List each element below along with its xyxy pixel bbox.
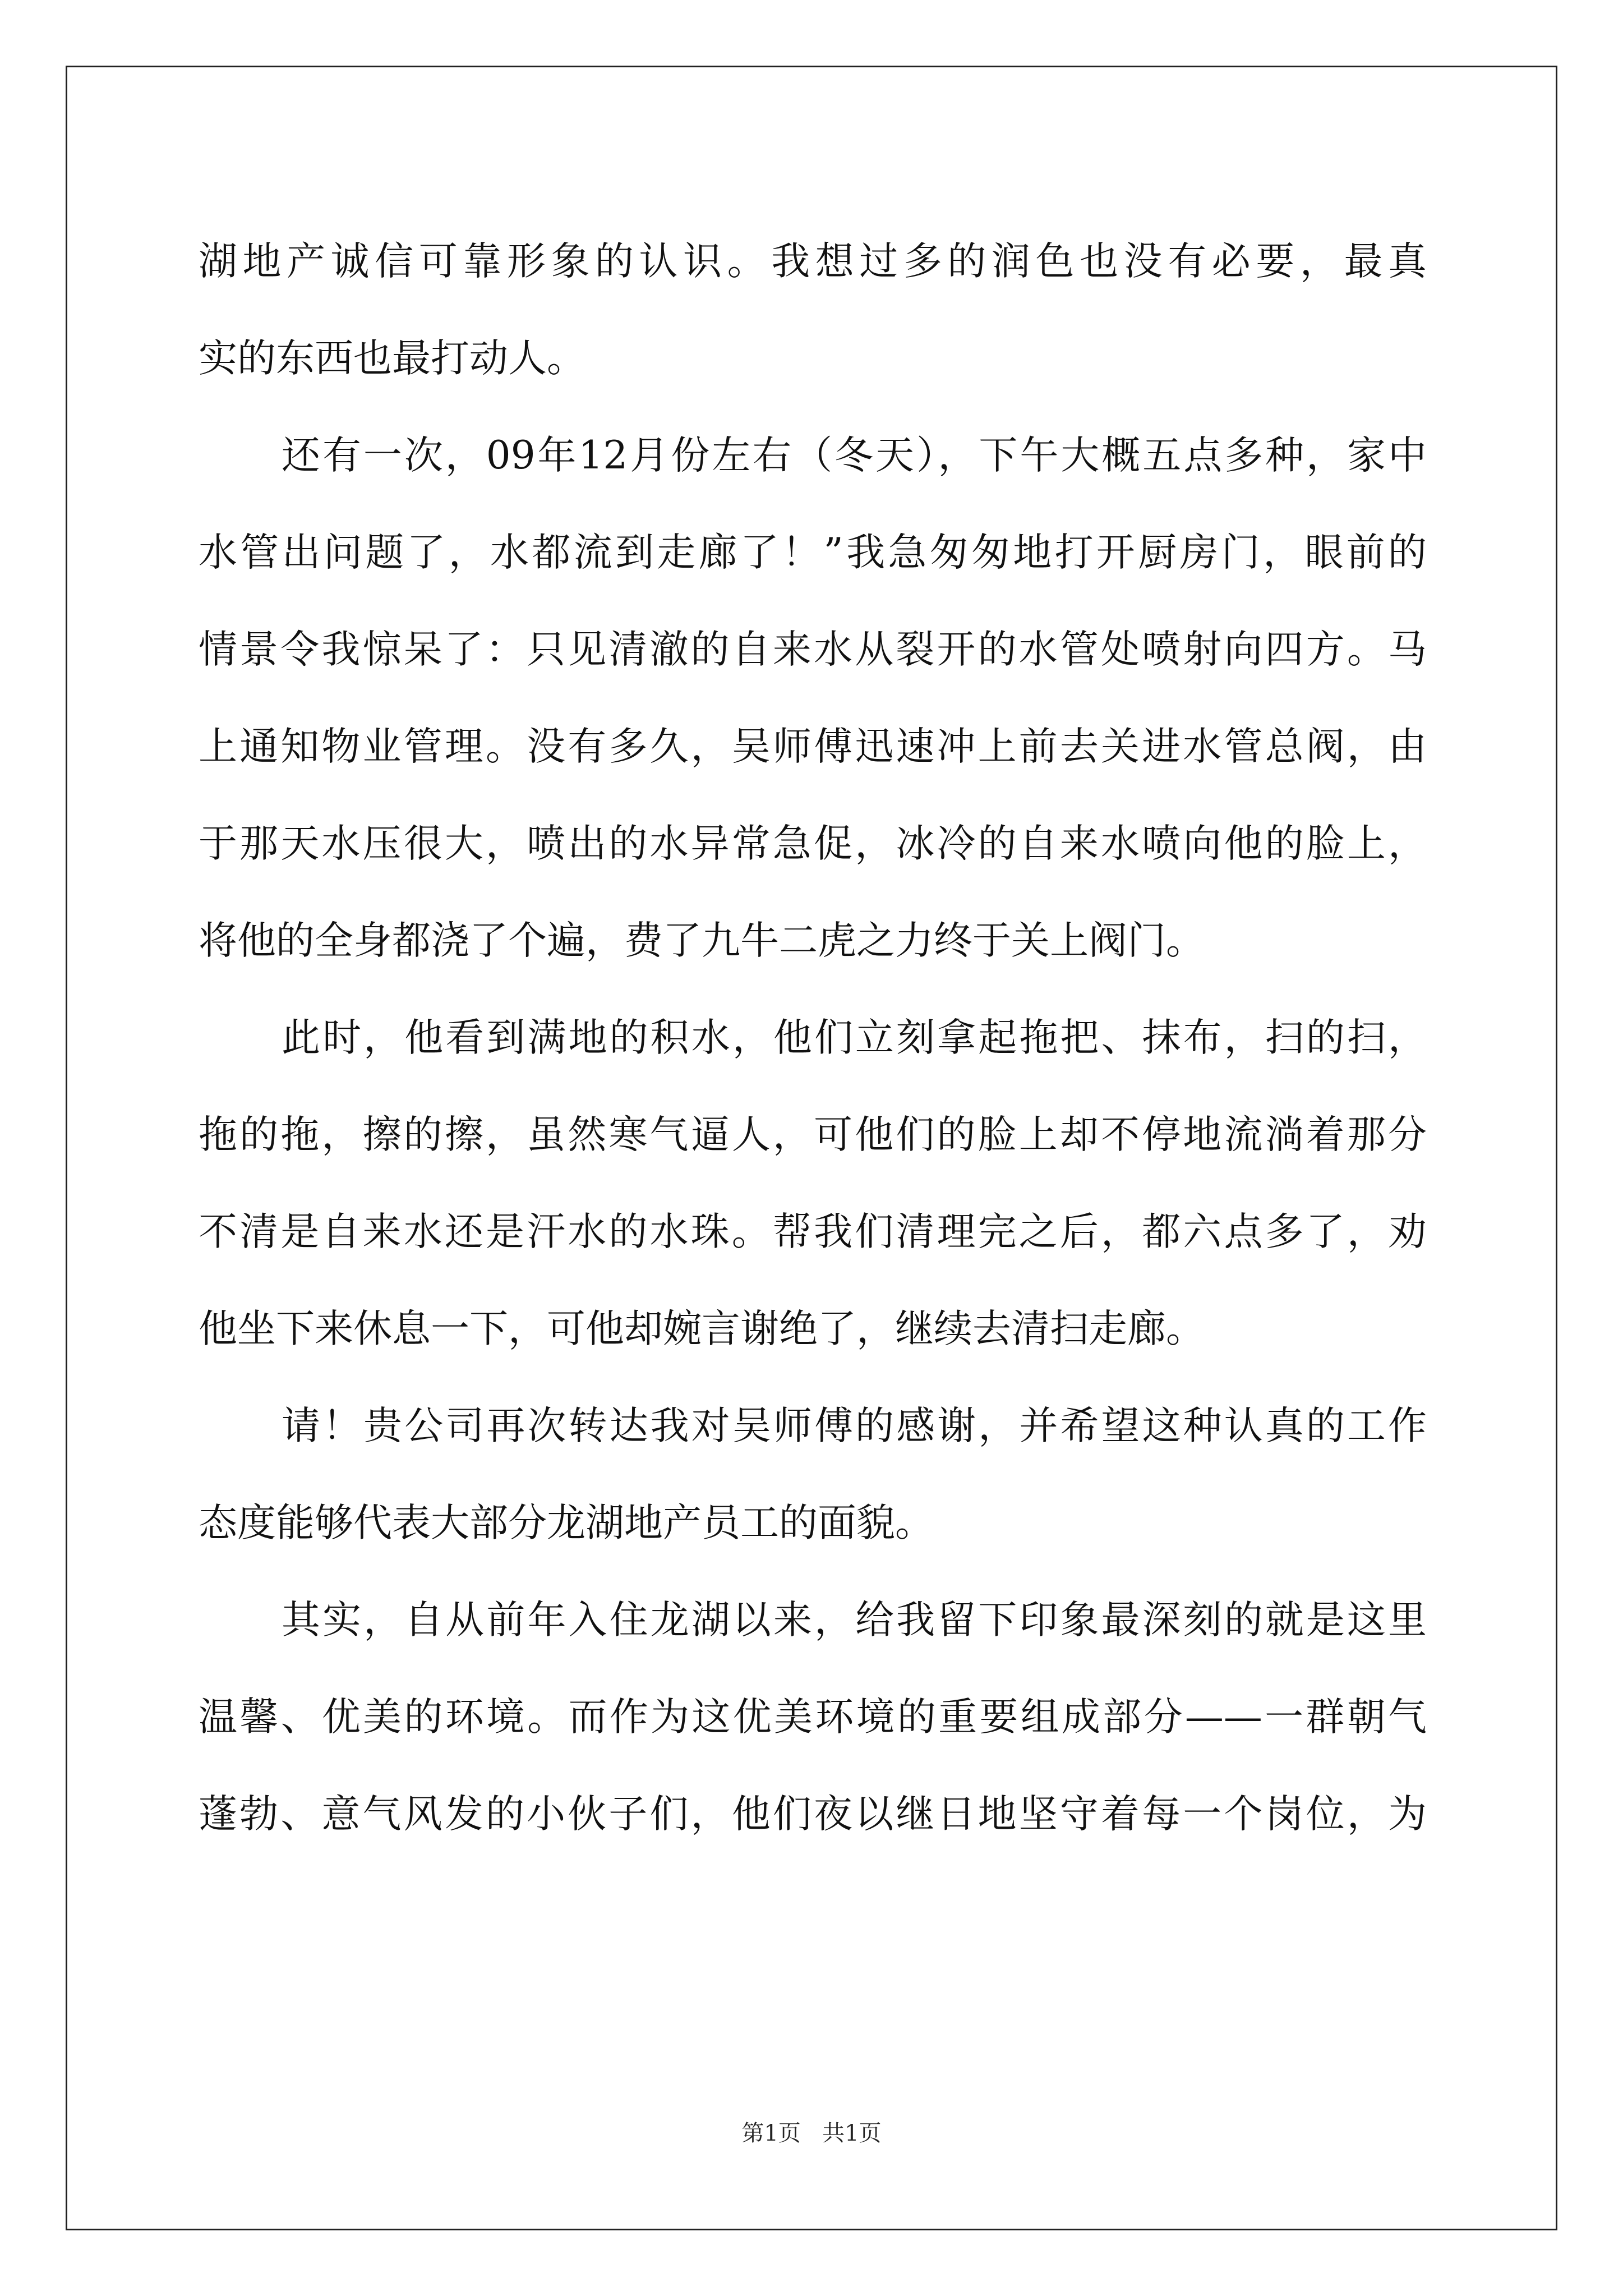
text-line: 温馨、优美的环境。而作为这优美环境的重要组成部分——一群朝气 xyxy=(199,1695,1427,1740)
text-line: 情景令我惊呆了：只见清澈的自来水从裂开的水管处喷射向四方。马 xyxy=(199,627,1427,672)
page-total: 共1页 xyxy=(822,2120,882,2146)
text-line: 将他的全身都浇了个遍，费了九牛二虎之力终于关上阀门。 xyxy=(199,918,1205,963)
text-line: 不清是自来水还是汗水的水珠。帮我们清理完之后，都六点多了，劝 xyxy=(199,1209,1427,1254)
text-line: 实的东西也最打动人。 xyxy=(199,336,585,381)
document-body xyxy=(199,213,1427,1863)
paragraph-start-line: 此时，他看到满地的积水，他们立刻拿起拖把、抹布，扫的扫， xyxy=(282,1015,1427,1060)
paragraph-start-line: 其实，自从前年入住龙湖以来，给我留下印象最深刻的就是这里 xyxy=(282,1598,1427,1642)
page-footer xyxy=(0,2119,1623,2147)
paragraph-start-line: 请！贵公司再次转达我对吴师傅的感谢，并希望这种认真的工作 xyxy=(282,1404,1427,1448)
text-line: 拖的拖，擦的擦，虽然寒气逼人，可他们的脸上却不停地流淌着那分 xyxy=(199,1112,1427,1157)
text-line: 态度能够代表大部分龙湖地产员工的面貌。 xyxy=(199,1501,934,1545)
text-line: 上通知物业管理。没有多久，吴师傅迅速冲上前去关进水管总阀，由 xyxy=(199,724,1427,769)
text-line: 水管出问题了，水都流到走廊了！”我急匆匆地打开厨房门，眼前的 xyxy=(199,530,1427,575)
paragraph-start-line: 还有一次，09年12月份左右（冬天），下午大概五点多种，家中 xyxy=(282,433,1427,478)
page-number: 第1页 xyxy=(741,2120,801,2146)
text-line: 蓬勃、意气风发的小伙子们，他们夜以继日地坚守着每一个岗位，为 xyxy=(199,1792,1427,1837)
text-line: 湖地产诚信可靠形象的认识。我想过多的润色也没有必要，最真 xyxy=(199,239,1427,284)
text-line: 他坐下来休息一下，可他却婉言谢绝了，继续去清扫走廊。 xyxy=(199,1306,1205,1351)
text-line: 于那天水压很大，喷出的水异常急促，冰冷的自来水喷向他的脸上， xyxy=(199,821,1427,866)
footer-spacer xyxy=(801,2120,822,2146)
